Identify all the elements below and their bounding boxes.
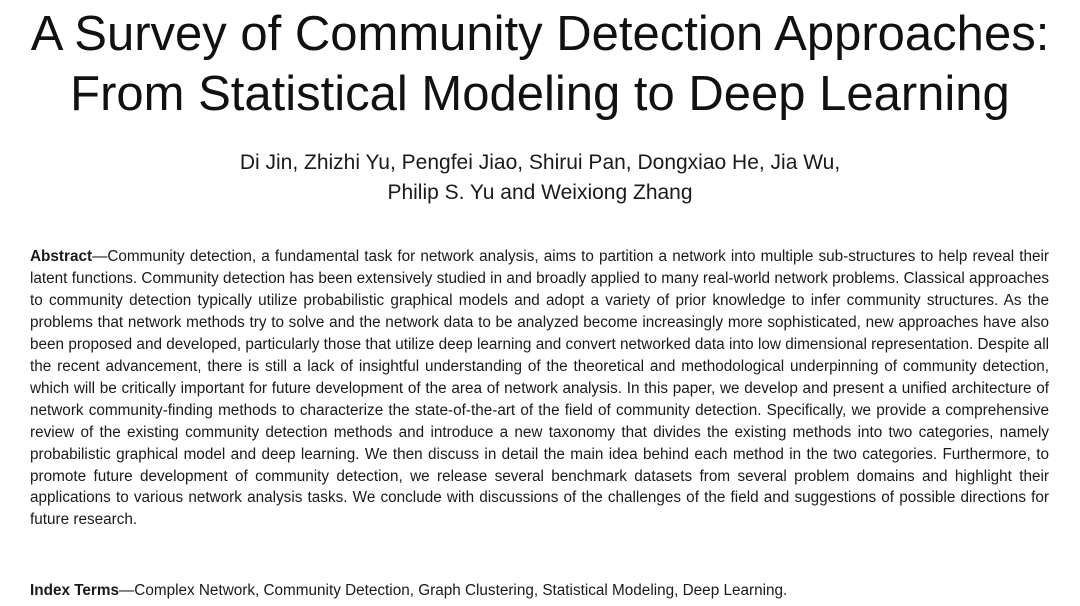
abstract-label: Abstract: [30, 248, 93, 265]
index-terms-label: Index Terms: [30, 582, 119, 599]
author-list: [0, 148, 1080, 208]
author-list-line-1: Di Jin, Zhizhi Yu, Pengfei Jiao, Shirui Pan, Dongxiao He, Jia Wu,: [239, 151, 841, 174]
abstract-text: —Community detection, a fundamental task for network analysis, aims to partition a network into multiple sub-structures to help reveal their latent functions. Community detection has been extensively studied in and broadly applied to many real-world network problems. Classical approaches to community detection typically utilize probabilistic graphical models and adopt a variety of prior knowledge to infer community structures. As the problems that network methods try to solve and the network data to be analyzed become increasingly more sophisticated, new approaches have also been proposed and developed, particularly those that utilize deep learning and convert networked data into low dimensional representation. Despite all the recent advancement, there is still a lack of insightful understanding of the theoretical and methodological underpinning of community detection, which will be critically important for future development of the area of network analysis. In this paper, we develop and present a unified architecture of network community-finding methods to characterize the state-of-the-art of the field of community detection. Specifically, we provide a comprehensive review of the existing community detection methods and introduce a new taxonomy that divides the existing methods into two categories, namely probabilistic graphical model and deep learning. We then discuss in detail the main idea behind each method in the two categories. Furthermore, to promote future development of community detection, we release several benchmark datasets from several problem domains and highlight their applications to various network analysis tasks. We conclude with discussions of the challenges of the field and suggestions of possible directions for future research.: [30, 248, 1049, 529]
index-terms-text: —Complex Network, Community Detection, Graph Clustering, Statistical Modeling, Deep Learning.: [118, 582, 788, 599]
index-terms: [30, 580, 1049, 601]
paper-title-line-1: A Survey of Community Detection Approaches:: [30, 7, 1050, 61]
author-list-line-2: Philip S. Yu and Weixiong Zhang: [387, 181, 693, 204]
paper-title-line-2: From Statistical Modeling to Deep Learning: [70, 67, 1010, 121]
abstract: [30, 246, 1049, 531]
paper-title: [0, 4, 1080, 124]
